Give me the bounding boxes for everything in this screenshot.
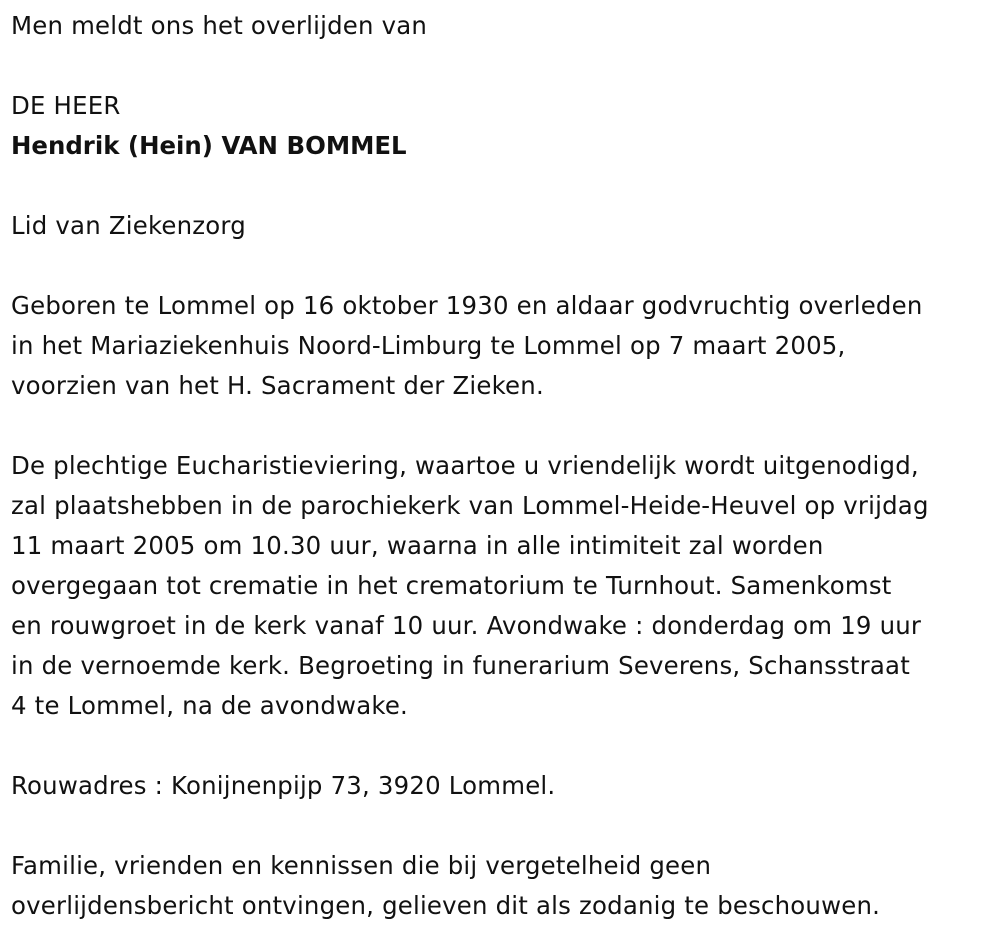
paragraph-line: overgegaan tot crematie in het crematorium te Turnhout. Samenkomst <box>11 571 892 600</box>
paragraph-line: Geboren te Lommel op 16 oktober 1930 en aldaar godvruchtig overleden <box>11 291 923 320</box>
spacer <box>11 166 1000 206</box>
birth-death-paragraph <box>11 286 1000 406</box>
spacer <box>11 46 1000 86</box>
closing-paragraph <box>11 846 1000 926</box>
spacer <box>11 406 1000 446</box>
spacer <box>11 806 1000 846</box>
deceased-name: Hendrik (Hein) VAN BOMMEL <box>11 131 407 160</box>
mourning-address: Rouwadres : Konijnenpijp 73, 3920 Lommel. <box>11 771 556 800</box>
ceremony-paragraph <box>11 446 1000 726</box>
paragraph-line: 4 te Lommel, na de avondwake. <box>11 691 408 720</box>
paragraph-line: De plechtige Eucharistieviering, waartoe u vriendelijk wordt uitgenodigd, <box>11 451 919 480</box>
paragraph-line: voorzien van het H. Sacrament der Zieken. <box>11 371 544 400</box>
paragraph-line: overlijdensbericht ontvingen, gelieven dit als zodanig te beschouwen. <box>11 891 881 920</box>
paragraph-line: 11 maart 2005 om 10.30 uur, waarna in alle intimiteit zal worden <box>11 531 824 560</box>
paragraph-line: zal plaatshebben in de parochiekerk van Lommel-Heide-Heuvel op vrijdag <box>11 491 929 520</box>
paragraph-line: en rouwgroet in de kerk vanaf 10 uur. Avondwake : donderdag om 19 uur <box>11 611 922 640</box>
spacer <box>11 246 1000 286</box>
paragraph-line: in de vernoemde kerk. Begroeting in funerarium Severens, Schansstraat <box>11 651 910 680</box>
honorific-title: DE HEER <box>11 91 121 120</box>
paragraph-line: Familie, vrienden en kennissen die bij vergetelheid geen <box>11 851 712 880</box>
membership-text: Lid van Ziekenzorg <box>11 211 246 240</box>
intro-text: Men meldt ons het overlijden van <box>11 11 428 40</box>
paragraph-line: in het Mariaziekenhuis Noord-Limburg te Lommel op 7 maart 2005, <box>11 331 846 360</box>
spacer <box>11 726 1000 766</box>
